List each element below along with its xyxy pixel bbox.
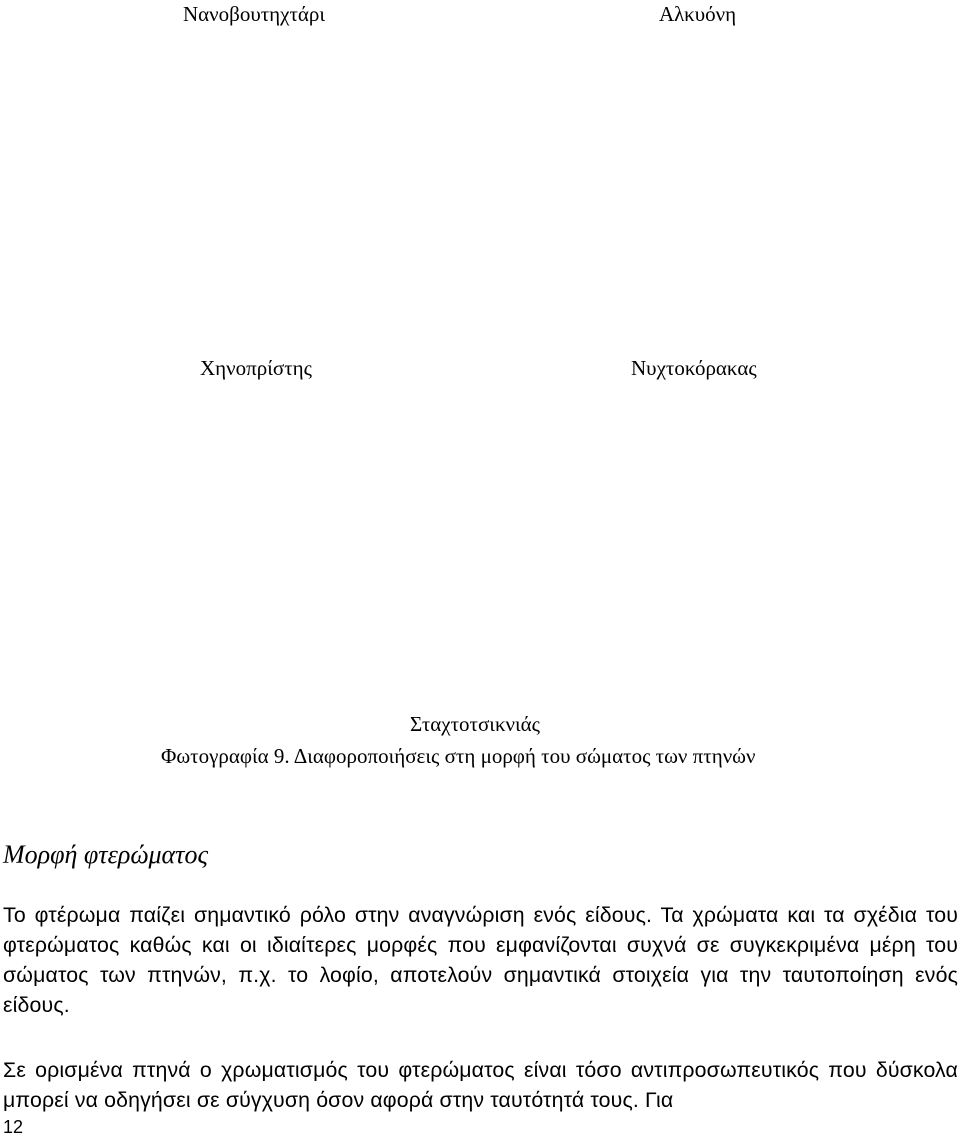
- photo-caption-nychtokorakas: Νυχτοκόρακας: [631, 356, 757, 380]
- photo-caption-alkyoni: Αλκυόνη: [659, 2, 737, 26]
- photo-caption-nanovoutychtari: Νανοβουτηχτάρι: [183, 2, 326, 26]
- page-number: 12: [3, 1116, 29, 1138]
- figure-caption: Φωτογραφία 9. Διαφοροποιήσεις στη μορφή του σώματος των πτηνών: [161, 744, 756, 768]
- photo-caption-stachtotsikniaS: Σταχτοτσικνιάς: [410, 712, 540, 736]
- section-heading: Μορφή φτερώματος: [3, 840, 209, 869]
- photo-caption-chinopristis: Χηνοπρίστης: [200, 356, 312, 380]
- body-paragraph: Το φτέρωμα παίζει σημαντικό ρόλο στην αναγνώριση ενός είδους. Τα χρώματα και τα σχέδια του φτερώματος καθώς και οι ιδιαίτερες μορφές που εμφανίζονται συχνά σε συγκεκριμένα μέρη του σώματος των πτηνών, π.χ. το λοφίο, αποτελούν σημαντικά στοιχεία για την ταυτοποίηση ενός είδους.: [3, 903, 958, 1017]
- body-paragraph: Σε ορισμένα πτηνά ο χρωματισμός του φτερώματος είναι τόσο αντιπροσωπευτικός που δύσκολα μπορεί να οδηγήσει σε σύγχυση όσον αφορά στην ταυτότητά τους. Για: [3, 1058, 958, 1112]
